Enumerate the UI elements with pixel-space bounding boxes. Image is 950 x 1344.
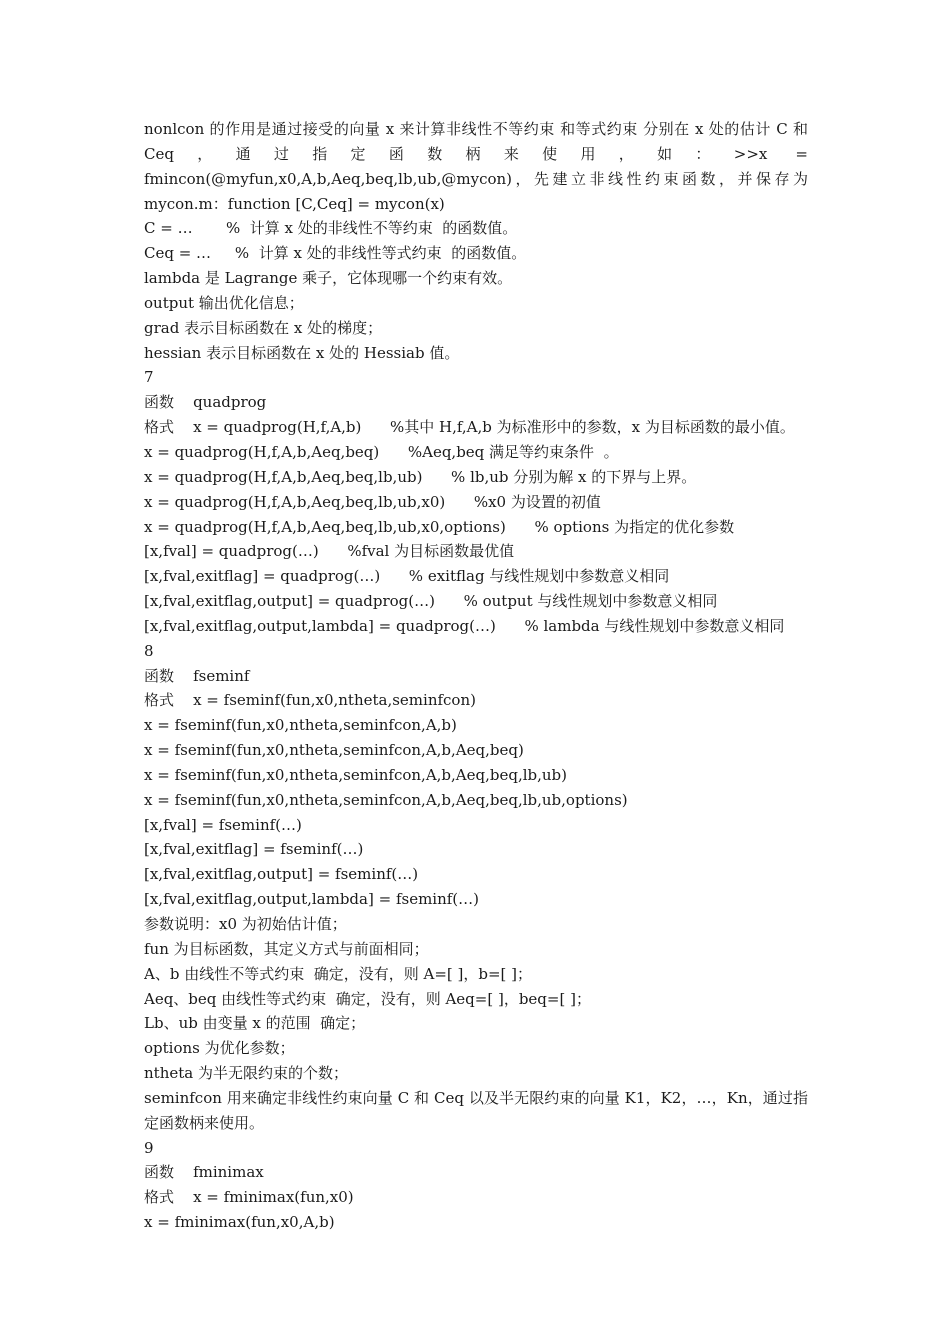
- text-line: fun 为目标函数，其定义方式与前面相同；: [144, 939, 429, 958]
- text-line: [x,fval] = fseminf(…): [144, 815, 302, 834]
- text-line: [x,fval] = quadprog(…) %fval 为目标函数最优值: [144, 542, 515, 561]
- text-line: [x,fval,exitflag,output,lambda] = fseminf(…): [144, 890, 480, 909]
- section-number: 7: [144, 368, 154, 387]
- text-line: A、b 由线性不等式约束 确定，没有，则 A=[ ]，b=[ ]；: [144, 964, 533, 983]
- paragraph-nonlcon: nonlcon 的作用是通过接受的向量 x 来计算非线性不等约束 和等式约束 分别在 x 处的估计 C 和 Ceq，通过指定函数柄来使用，如：>>x = fmincon(@myfun,x0,A,b,Aeq,beq,lb,ub,@mycon)，先建立非线性约束函数，并保存为 mycon.m：function [C,Ceq] = mycon(x): [144, 120, 808, 213]
- text-line: Ceq = … % 计算 x 处的非线性等式约束 的函数值。: [144, 244, 527, 263]
- text-line: output 输出优化信息；: [144, 293, 304, 312]
- text-line: 参数说明：x0 为初始估计值；: [144, 915, 347, 933]
- text-line: [x,fval,exitflag,output] = quadprog(…) % output 与线性规划中参数意义相同: [144, 592, 718, 611]
- document-body: [144, 117, 808, 1235]
- text-line: [x,fval,exitflag] = fseminf(…): [144, 840, 364, 859]
- paragraph-seminfcon: seminfcon 用来确定非线性约束向量 C 和 Ceq 以及半无限约束的向量 K1，K2，…，Kn，通过指定函数柄来使用。: [144, 1088, 808, 1132]
- function-heading: 函数 fseminf: [144, 666, 250, 685]
- text-line: x = fseminf(fun,x0,ntheta,seminfcon,A,b): [144, 716, 457, 735]
- text-line: x = fseminf(fun,x0,ntheta,seminfcon,A,b,Aeq,beq,lb,ub): [144, 765, 568, 784]
- text-line: 格式 x = fminimax(fun,x0): [144, 1188, 354, 1207]
- text-line: options 为优化参数；: [144, 1039, 295, 1058]
- function-heading: 函数 fminimax: [144, 1163, 264, 1182]
- text-line: x = fminimax(fun,x0,A,b): [144, 1213, 335, 1232]
- text-line: x = quadprog(H,f,A,b,Aeq,beq,lb,ub,x0) %x0 为设置的初值: [144, 492, 601, 511]
- function-heading: 函数 quadprog: [144, 393, 267, 412]
- text-line: x = quadprog(H,f,A,b,Aeq,beq,lb,ub) % lb,ub 分别为解 x 的下界与上界。: [144, 467, 697, 486]
- text-line: lambda 是 Lagrange 乘子，它体现哪一个约束有效。: [144, 269, 513, 288]
- text-line: 格式 x = quadprog(H,f,A,b) %其中 H,f,A,b 为标准形中的参数，x 为目标函数的最小值。: [144, 418, 795, 437]
- text-line: x = fseminf(fun,x0,ntheta,seminfcon,A,b,Aeq,beq): [144, 741, 524, 760]
- text-line: x = fseminf(fun,x0,ntheta,seminfcon,A,b,Aeq,beq,lb,ub,options): [144, 790, 628, 809]
- section-number: 8: [144, 641, 154, 660]
- text-line: x = quadprog(H,f,A,b,Aeq,beq,lb,ub,x0,options) % options 为指定的优化参数: [144, 517, 735, 536]
- text-line: Lb、ub 由变量 x 的范围 确定；: [144, 1014, 366, 1033]
- text-line: ntheta 为半无限约束的个数；: [144, 1064, 348, 1083]
- text-line: Aeq、beq 由线性等式约束 确定，没有，则 Aeq=[ ]，beq=[ ]；: [144, 989, 591, 1008]
- text-line: x = quadprog(H,f,A,b,Aeq,beq) %Aeq,beq 满足等约束条件 。: [144, 442, 619, 461]
- text-line: hessian 表示目标函数在 x 处的 Hessiab 值。: [144, 343, 460, 362]
- text-line: [x,fval,exitflag,output,lambda] = quadprog(…) % lambda 与线性规划中参数意义相同: [144, 616, 785, 635]
- text-line: grad 表示目标函数在 x 处的梯度；: [144, 318, 383, 337]
- text-line: 格式 x = fseminf(fun,x0,ntheta,seminfcon): [144, 691, 476, 710]
- text-line: [x,fval,exitflag,output] = fseminf(…): [144, 865, 419, 884]
- text-line: [x,fval,exitflag] = quadprog(…) % exitflag 与线性规划中参数意义相同: [144, 567, 670, 586]
- section-number: 9: [144, 1138, 154, 1157]
- text-line: C = … % 计算 x 处的非线性不等约束 的函数值。: [144, 219, 518, 238]
